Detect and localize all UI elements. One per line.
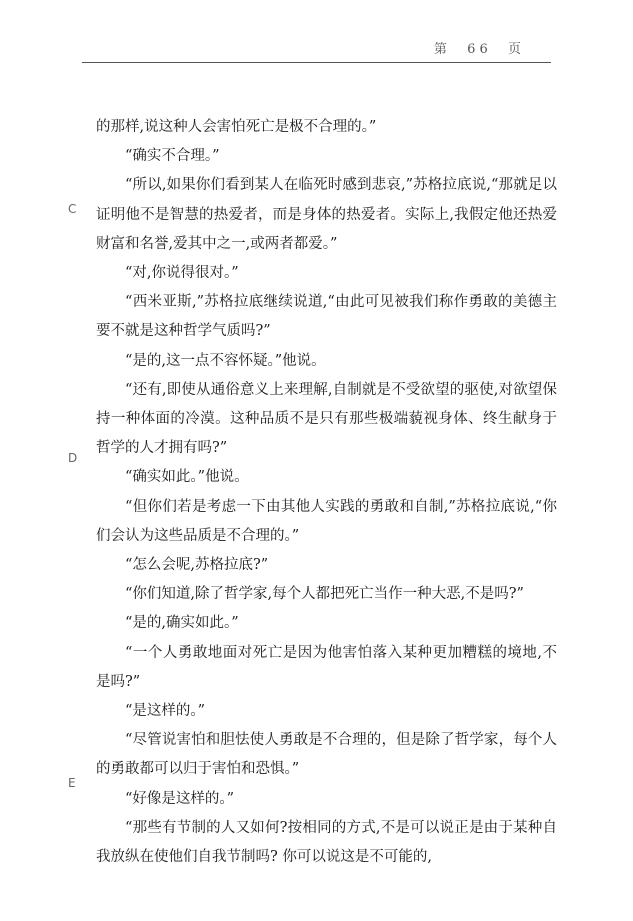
paragraph: “那些有节制的人又如何?按相同的方式,不是可以说正是由于某种自我放纵在使他们自我节制吗? 你可以说这是不可能的, xyxy=(96,819,557,866)
paragraph: “确实如此。”他说。 xyxy=(125,469,249,486)
paragraph: “确实不合理。” xyxy=(125,148,220,165)
paragraph: “尽管说害怕和胆怯使人勇敢是不合理的，但是除了哲学家，每个人的勇敢都可以归于害怕和恐惧。” xyxy=(96,732,557,778)
paragraph: “你们知道,除了哲学家,每个人都把死亡当作一种大恶,不是吗?” xyxy=(125,586,524,603)
paragraph: “西米亚斯,”苏格拉底继续说道,“由此可见被我们称作勇敢的美德主要不就是这种哲学气质吗?” xyxy=(96,294,557,340)
paragraph: “还有,即使从通俗意义上来理解,自制就是不受欲望的驱使,对欲望保持一种体面的冷漠。这种品质不是只有那些极端藐视身体、终生献身于哲学的人才拥有吗?” xyxy=(96,381,557,457)
page-header xyxy=(82,34,551,63)
paragraph: “但你们若是考虑一下由其他人实践的勇敢和自制,”苏格拉底说,“你们会认为这些品质是不合理的。” xyxy=(96,498,557,544)
paragraph: “好像是这样的。” xyxy=(125,790,235,807)
body-text xyxy=(96,113,557,872)
paragraph: “是的,确实如此。” xyxy=(125,615,239,632)
margin-marker-c: C xyxy=(68,202,77,216)
paragraph: “所以,如果你们看到某人在临死时感到悲哀,”苏格拉底说,“那就足以证明他不是智慧的热爱者，而是身体的热爱者。实际上,我假定他还热爱财富和名誉,爱其中之一,或两者都爱。” xyxy=(96,177,557,252)
paragraph: “对,你说得很对。” xyxy=(125,265,239,282)
paragraph: “怎么会呢,苏格拉底?” xyxy=(125,557,269,574)
margin-marker-e: E xyxy=(68,776,76,790)
margin-marker-d: D xyxy=(68,451,78,465)
paragraph: 的那样,说这种人会害怕死亡是极不合理的。” xyxy=(96,119,377,135)
paragraph: “一个人勇敢地面对死亡是因为他害怕落入某种更加糟糕的境地,不是吗?” xyxy=(96,644,557,690)
page-number: 第 66 页 xyxy=(433,42,525,57)
paragraph: “是这样的。” xyxy=(125,703,206,720)
paragraph: “是的,这一点不容怀疑。”他说。 xyxy=(125,352,326,369)
